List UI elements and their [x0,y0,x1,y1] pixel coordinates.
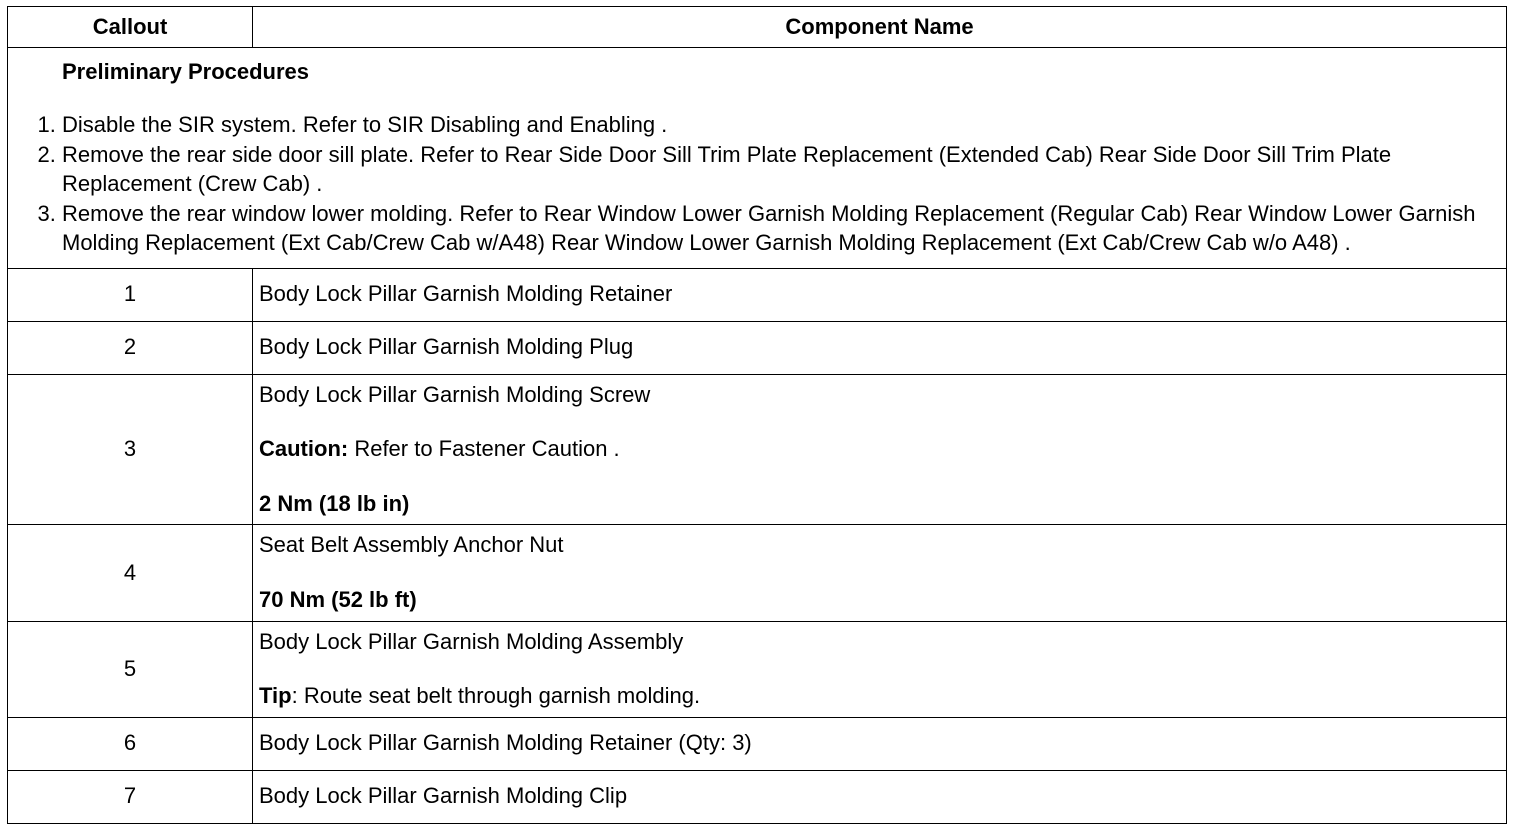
callout-number: 1 [8,268,253,321]
tip-note [259,682,1500,711]
header-row [8,7,1507,48]
callout-number: 7 [8,770,253,823]
caution-label: Caution: [259,436,349,462]
callout-number: 6 [8,717,253,770]
tip-text: : Route seat belt through garnish molding. [291,683,701,709]
component-cell [253,525,1507,621]
preliminary-step: 3. Remove the rear window lower molding. Refer to Rear Window Lower Garnish Molding Replacement (Regular Cab) Rear Window Lower Garnish Molding Replacement (Ext Cab/Crew Cab w/A48) Rear Window Lower Garnish Molding Replacement (Ext Cab/Crew Cab w/o A48) . [62,200,1500,257]
component-table [7,6,1507,824]
table-row [8,525,1507,621]
caution-text: Refer to Fastener Caution . [348,436,620,462]
component-name: Body Lock Pillar Garnish Molding Retainer (Qty: 3) [253,717,1507,770]
component-name: Body Lock Pillar Garnish Molding Retainer [253,268,1507,321]
component-name: Body Lock Pillar Garnish Molding Plug [253,321,1507,374]
table-row [8,770,1507,823]
component-name: Body Lock Pillar Garnish Molding Assembly [259,628,684,654]
callout-number: 5 [8,621,253,717]
torque-spec: 2 Nm (18 lb in) [259,490,410,516]
component-name-header: Component Name [253,7,1507,48]
preliminary-step: 1. Disable the SIR system. Refer to SIR Disabling and Enabling . [62,111,1500,140]
callout-header: Callout [8,7,253,48]
torque-spec: 70 Nm (52 lb ft) [259,586,417,612]
preliminary-step: 2. Remove the rear side door sill plate. Refer to Rear Side Door Sill Trim Plate Replacement (Extended Cab) Rear Side Door Sill Trim Plate Replacement (Crew Cab) . [62,141,1500,198]
preliminary-cell [8,48,1507,269]
callout-number: 2 [8,321,253,374]
component-cell [253,621,1507,717]
table-row [8,717,1507,770]
table-row [8,374,1507,525]
component-name: Seat Belt Assembly Anchor Nut [259,532,564,558]
preliminary-steps [24,111,1500,258]
callout-number: 3 [8,374,253,525]
table-row [8,268,1507,321]
table-row [8,321,1507,374]
component-name: Body Lock Pillar Garnish Molding Clip [253,770,1507,823]
callout-number: 4 [8,525,253,621]
caution-note [259,435,1500,464]
preliminary-row [8,48,1507,269]
component-name: Body Lock Pillar Garnish Molding Screw [259,381,651,407]
tip-label: Tip [259,683,292,709]
preliminary-title: Preliminary Procedures [62,59,310,84]
component-cell [253,374,1507,525]
table-row [8,621,1507,717]
